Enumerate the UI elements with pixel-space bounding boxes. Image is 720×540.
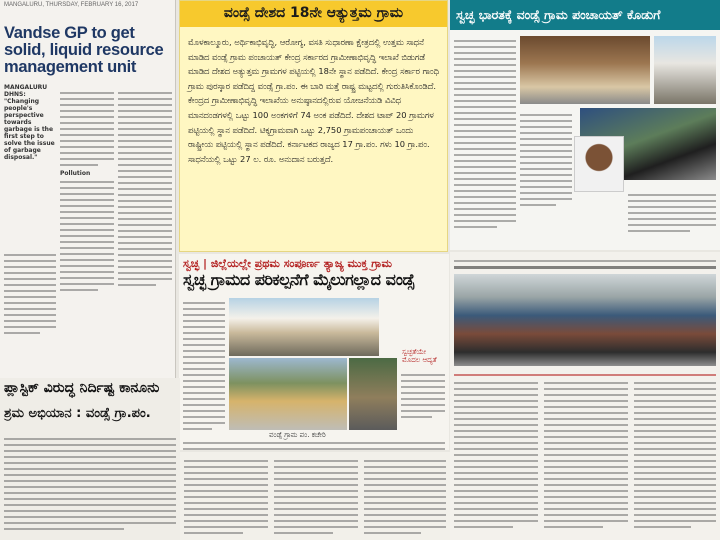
column-1: [184, 456, 268, 538]
side-quote: ಸ್ವಚ್ಛತೆಯೇ ಮೊದಲ ಆದ್ಯತೆ: [402, 348, 437, 364]
article-title: ವಂಡ್ಸೆ ದೇಶದ 18ನೇ ಆತ್ಯುತ್ತಮ ಗ್ರಾಮ: [223, 5, 404, 21]
portrait-photo: [574, 136, 624, 192]
group-photo: [454, 274, 716, 366]
column-1: [454, 378, 538, 532]
road-photo: [229, 358, 347, 430]
cart-photo: [349, 358, 397, 430]
photo-caption: ವಂಡ್ಸೆ ಗ್ರಾಮ ಪಂ. ಕಚೇರಿ: [269, 431, 326, 439]
kicker: ಸ್ವಚ್ಛ | ಜಿಲ್ಲೆಯಲ್ಲೇ ಪ್ರಥಮ ಸಂಪೂರ್ಣ ತ್ಯಾಜ್ಯ ಮುಕ್ತ ಗ್ರಾಮ: [183, 257, 393, 270]
column-1-lower: [4, 250, 56, 338]
dateline: MANGALURU, THURSDAY, FEBRUARY 16, 2017: [4, 2, 139, 8]
column-left: [454, 36, 516, 232]
lead-paragraph: MANGALURU DHNS: "Changing people's perspective towards garbage is the first step to solve the issue of garbage disposal.": [4, 84, 55, 161]
news-clipping-clean-village: [179, 254, 449, 450]
meeting-photo: [520, 36, 650, 104]
text-band: [183, 438, 445, 450]
headline-line-2: ಶ್ರಮ ಅಭಿಯಾನ : ವಂಡ್ಸೆ ಗ್ರಾ.ಪಂ.: [4, 406, 151, 421]
headline: ಸ್ವಚ್ಛ ಗ್ರಾಮದ ಪರಿಕಲ್ಪನೆಗೆ ಮೈಲುಗಲ್ಲಾದ ವಂಡ್ಸೆ: [183, 270, 415, 289]
column-3: [364, 456, 446, 538]
headline-line-1: ಪ್ಲಾಸ್ಟಿಕ್ ವಿರುದ್ಧ ನಿರ್ದಿಷ್ಟ ಕಾನೂನು: [4, 380, 160, 396]
column-3: [634, 378, 716, 532]
news-clipping-english: [0, 0, 176, 378]
building-photo: [654, 36, 716, 104]
article-header-bar: [450, 0, 720, 30]
news-clipping-group-photo: [450, 252, 720, 540]
column-left: [183, 298, 225, 434]
article-header-bar: [180, 1, 447, 27]
building-photo: [229, 298, 379, 356]
article-body: ಮೊಳಕಾಲ್ಮೂರು, ಅರ್ಥಿಕಾಭಿವೃದ್ಧಿ, ಆರೋಗ್ಯ, ವಸತಿ ಸುಧಾರಣಾ ಕ್ಷೇತ್ರದಲ್ಲಿ ಉತ್ತಮ ಸಾಧನೆ ಮಾಡಿದ ವಂಡ್ಸೆ ಗ್ರಾಮ ಪಂಚಾಯತ್ ಕೇಂದ್ರ ಸರ್ಕಾರದ ಗ್ರಾಮೀಣಾಭಿವೃದ್ಧಿ ಇಲಾಖೆ ಬಿಡುಗಡೆ ಮಾಡಿದ ದೇಶದ ಅತ್ಯುತ್ತಮ ಗ್ರಾಮಗಳ ಪಟ್ಟಿಯಲ್ಲಿ 18ನೇ ಸ್ಥಾನ ಪಡೆದಿದೆ. ಕೇಂದ್ರ ಸರ್ಕಾರ ಗಾಂಧಿ ಗ್ರಾಮ ಪುರಸ್ಕಾರ ಪಡೆದಿದ್ದ ವಂಡ್ಸೆ ಗ್ರಾ.ಪಂ. ಈ ಬಾರಿ ಮತ್ತೆ ರಾಷ್ಟ್ರ ಮಟ್ಟದಲ್ಲಿ ಗುರುತಿಸಿಕೊಂಡಿದೆ. ಕೇಂದ್ರದ ಗ್ರಾಮೀಣಾಭಿವೃದ್ಧಿ ಇಲಾಖೆಯ ಅನುಷ್ಠಾನದಲ್ಲಿರುವ ಯೋಜನೆಯಡಿ ವಿವಿಧ ಮಾನದಂಡಗಳಲ್ಲಿ ಒಟ್ಟು 100 ಅಂಕಗಳಿಗೆ 74 ಅಂಕ ಪಡೆದಿದೆ. ದೇಶದ ಟಾಪ್ 20 ಗ್ರಾಮಗಳ ಪಟ್ಟಿಯಲ್ಲಿ ಸ್ಥಾನ ಪಡೆದಿದೆ. ಟಿಕ್ಕಗ್ರಾಮವಾಗಿ ಒಟ್ಟು 2,750 ಗ್ರಾಮಪಂಚಾಯತ್ ಒಂದು ರಾಷ್ಟ್ರೀಯ ಪಟ್ಟಿಯಲ್ಲಿ ಸ್ಥಾನ ಪಡೆದಿದೆ. ಕರ್ನಾಟಕದ ರಾಜ್ಯದ 17 ಗ್ರಾ.ಪಂ. ಗಳು 10 ಗ್ರಾ.ಪಂ. ಸಾಧನೆಯಲ್ಲಿ ಒಟ್ಟು 27 ಲ. ರೂ. ಅನುದಾನ ಬರುತ್ತದೆ.: [188, 37, 439, 164]
column-right: [401, 370, 445, 422]
news-clipping-swachh-bharat: [450, 0, 720, 250]
column-2: [60, 88, 114, 295]
news-clipping-text-columns: [180, 452, 450, 540]
column-2: [544, 378, 628, 532]
article-title: ಸ್ವಚ್ಛ ಭಾರತಕ್ಕೆ ವಂಡ್ಸೆ ಗ್ರಾಮ ಪಂಚಾಯತ್ ಕೊಡುಗೆ: [456, 7, 661, 22]
column-2: [274, 456, 358, 538]
header-text: [454, 256, 716, 273]
column-3: [118, 88, 172, 290]
body-text: [4, 434, 176, 534]
news-clipping-plastic-law: [0, 378, 180, 540]
column-right: [628, 190, 716, 236]
news-clipping-best-village: [179, 0, 448, 252]
column-mid: [520, 110, 572, 210]
headline: Vandse GP to get solid, liquid resource management unit: [4, 24, 164, 76]
subhead-pollution: Pollution: [60, 170, 91, 177]
